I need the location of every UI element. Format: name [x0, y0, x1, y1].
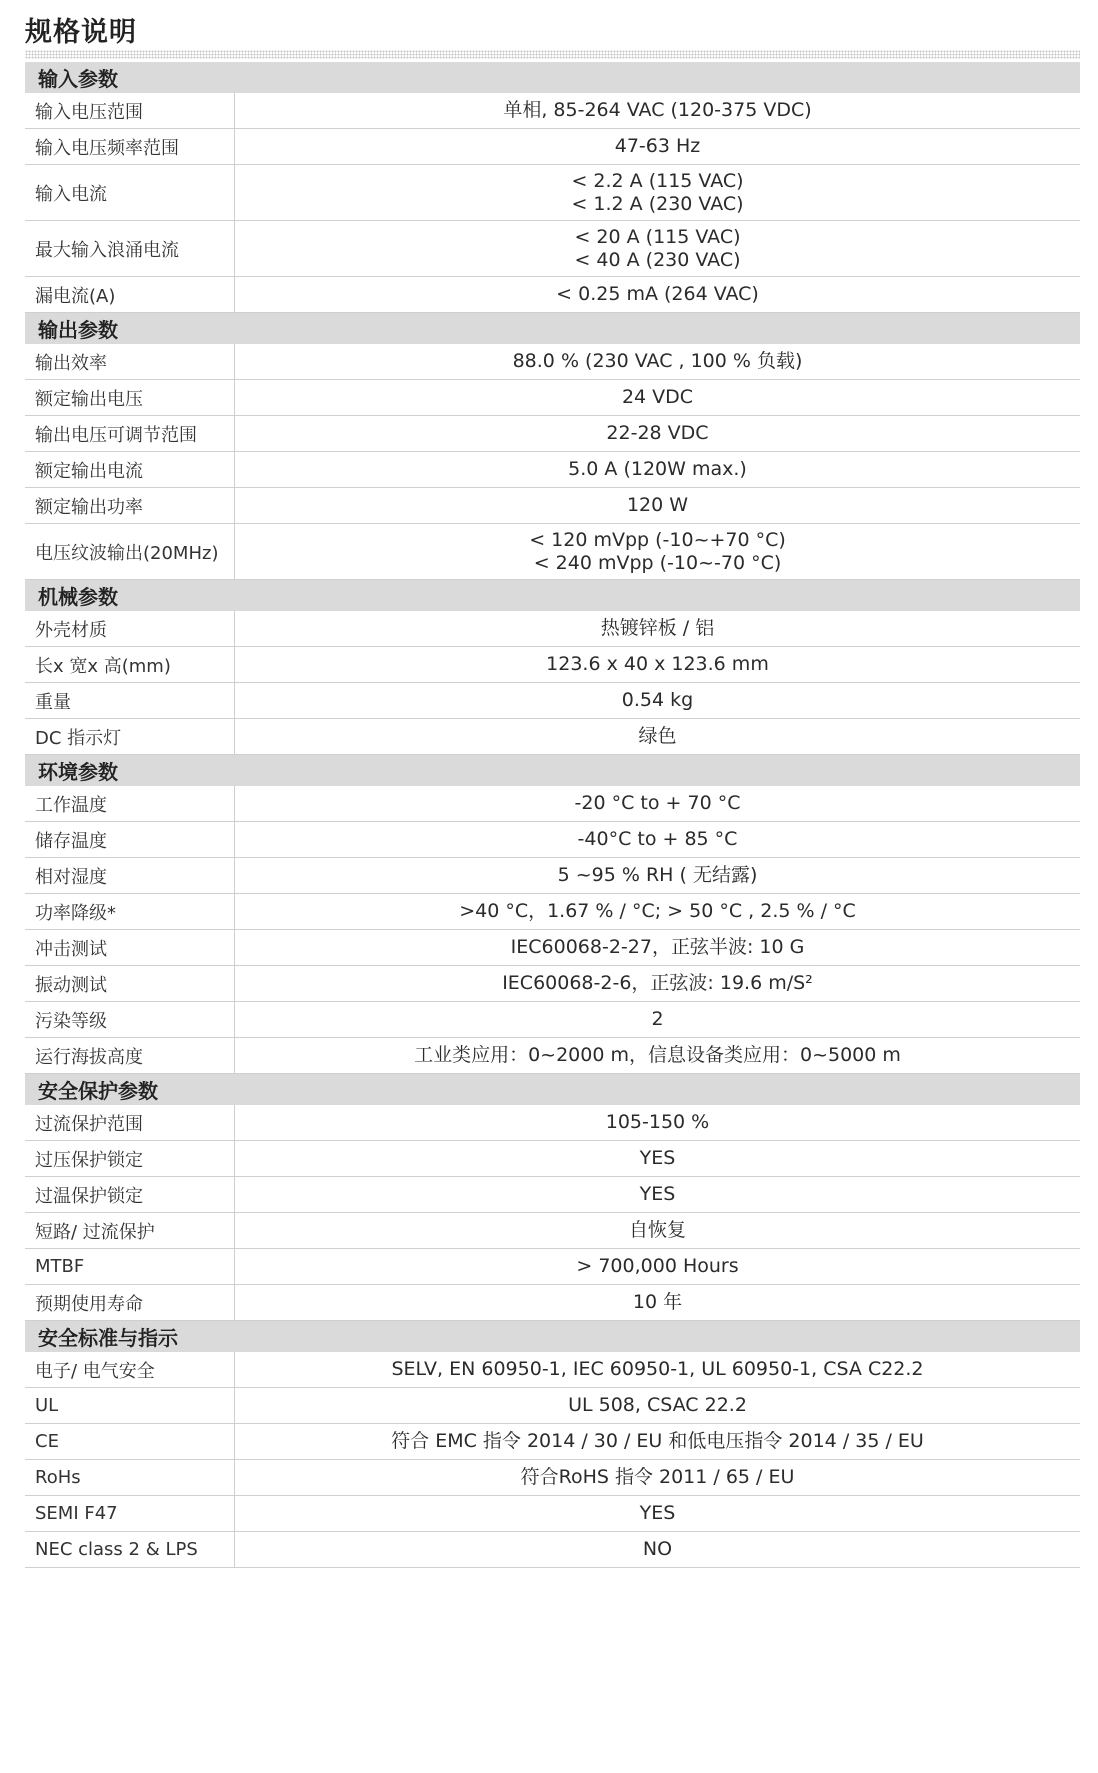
table-row — [25, 894, 1080, 930]
row-value — [235, 1388, 1080, 1423]
table-row — [25, 524, 1080, 580]
value-line: 自恢复 — [628, 1219, 686, 1241]
value-line: SELV, EN 60950-1, IEC 60950-1, UL 60950-1, CSA C22.2 — [391, 1358, 924, 1380]
row-value — [235, 1002, 1080, 1037]
value-line: 0.54 kg — [621, 689, 694, 711]
table-row — [25, 822, 1080, 858]
section-header: 环境参数 — [25, 755, 1080, 786]
row-label: 输入电压范围 — [25, 93, 235, 128]
value-line: 5.0 A (120W max.) — [568, 458, 747, 480]
row-value — [235, 719, 1080, 754]
row-value — [235, 1460, 1080, 1495]
row-label: 过流保护范围 — [25, 1105, 235, 1140]
row-value — [235, 344, 1080, 379]
row-value — [235, 1532, 1080, 1567]
row-label: 重量 — [25, 683, 235, 718]
row-value — [235, 1141, 1080, 1176]
table-row — [25, 344, 1080, 380]
row-value — [235, 1177, 1080, 1212]
table-row — [25, 1460, 1080, 1496]
row-value — [235, 416, 1080, 451]
row-value — [235, 966, 1080, 1001]
value-line: < 1.2 A (230 VAC) — [571, 192, 744, 215]
value-line: 工业类应用：0~2000 m，信息设备类应用：0~5000 m — [414, 1044, 901, 1066]
table-row — [25, 277, 1080, 313]
value-line: YES — [639, 1502, 676, 1524]
value-line: UL 508, CSAC 22.2 — [568, 1394, 747, 1416]
row-value — [235, 488, 1080, 523]
row-label: 功率降级* — [25, 894, 235, 929]
page-title: 规格说明 — [25, 17, 137, 48]
value-line: > 700,000 Hours — [576, 1255, 739, 1277]
value-line: 符合 EMC 指令 2014 / 30 / EU 和低电压指令 2014 / 35 / EU — [391, 1430, 924, 1452]
table-row — [25, 858, 1080, 894]
value-line: 热镀锌板 / 铝 — [600, 617, 715, 639]
table-row — [25, 1496, 1080, 1532]
row-value — [235, 452, 1080, 487]
section-header: 输出参数 — [25, 313, 1080, 344]
value-line: -20 °C to + 70 °C — [574, 792, 741, 814]
value-line: 24 VDC — [621, 386, 694, 408]
table-row — [25, 1352, 1080, 1388]
table-row — [25, 488, 1080, 524]
row-label: SEMI F47 — [25, 1496, 235, 1531]
row-label: 输出电压可调节范围 — [25, 416, 235, 451]
row-value — [235, 1105, 1080, 1140]
row-label: 工作温度 — [25, 786, 235, 821]
table-row — [25, 452, 1080, 488]
row-label: 额定输出功率 — [25, 488, 235, 523]
row-label: 输入电压频率范围 — [25, 129, 235, 164]
value-line: 单相, 85-264 VAC (120-375 VDC) — [503, 99, 812, 121]
title-dotted-divider — [25, 50, 1080, 59]
row-label: 输出效率 — [25, 344, 235, 379]
table-row — [25, 1105, 1080, 1141]
section-header: 机械参数 — [25, 580, 1080, 611]
row-label: RoHs — [25, 1460, 235, 1495]
row-label: 漏电流(A) — [25, 277, 235, 312]
row-label: UL — [25, 1388, 235, 1423]
row-value — [235, 1213, 1080, 1248]
spec-table — [25, 62, 1080, 1568]
table-row — [25, 786, 1080, 822]
value-line: 47-63 Hz — [614, 135, 701, 157]
value-line: < 2.2 A (115 VAC) — [571, 169, 744, 192]
row-value — [235, 894, 1080, 929]
table-row — [25, 1038, 1080, 1074]
table-row — [25, 165, 1080, 221]
row-value — [235, 930, 1080, 965]
row-value — [235, 1496, 1080, 1531]
value-line: IEC60068-2-6，正弦波: 19.6 m/S² — [502, 972, 813, 994]
row-label: CE — [25, 1424, 235, 1459]
row-value — [235, 380, 1080, 415]
table-row — [25, 1424, 1080, 1460]
table-row — [25, 719, 1080, 755]
value-line: < 40 A (230 VAC) — [574, 248, 741, 271]
row-value — [235, 647, 1080, 682]
value-line: 120 W — [626, 494, 689, 516]
row-value — [235, 611, 1080, 646]
row-label: 过温保护锁定 — [25, 1177, 235, 1212]
row-label: 储存温度 — [25, 822, 235, 857]
row-value — [235, 1038, 1080, 1073]
section-header: 安全标准与指示 — [25, 1321, 1080, 1352]
row-label: 额定输出电压 — [25, 380, 235, 415]
row-value — [235, 524, 1080, 579]
table-row — [25, 380, 1080, 416]
row-value — [235, 1249, 1080, 1284]
row-value — [235, 822, 1080, 857]
row-label: 电压纹波输出(20MHz) — [25, 524, 235, 579]
table-row — [25, 1285, 1080, 1321]
row-value — [235, 786, 1080, 821]
value-line: 10 年 — [632, 1291, 683, 1313]
value-line: YES — [639, 1183, 676, 1205]
value-line: 88.0 % (230 VAC , 100 % 负载) — [512, 350, 803, 372]
row-value — [235, 1352, 1080, 1387]
section-header: 安全保护参数 — [25, 1074, 1080, 1105]
row-value — [235, 277, 1080, 312]
row-label: 冲击测试 — [25, 930, 235, 965]
value-line: 22-28 VDC — [606, 422, 709, 444]
value-line: < 20 A (115 VAC) — [574, 225, 741, 248]
value-line: 5 ~95 % RH ( 无结露) — [557, 864, 758, 886]
table-row — [25, 221, 1080, 277]
row-value — [235, 858, 1080, 893]
table-row — [25, 683, 1080, 719]
row-label: 额定输出电流 — [25, 452, 235, 487]
value-line: < 120 mVpp (-10~+70 °C) — [529, 528, 786, 551]
table-row — [25, 1249, 1080, 1285]
row-label: 输入电流 — [25, 165, 235, 220]
row-label: 最大输入浪涌电流 — [25, 221, 235, 276]
row-label: MTBF — [25, 1249, 235, 1284]
value-line: >40 °C，1.67 % / °C; > 50 °C , 2.5 % / °C — [459, 900, 856, 922]
value-line: 2 — [651, 1008, 664, 1030]
row-value — [235, 1285, 1080, 1320]
row-label: 过压保护锁定 — [25, 1141, 235, 1176]
row-label: 外壳材质 — [25, 611, 235, 646]
value-line: 符合RoHS 指令 2011 / 65 / EU — [520, 1466, 795, 1488]
table-row — [25, 1177, 1080, 1213]
row-label: 电子/ 电气安全 — [25, 1352, 235, 1387]
table-row — [25, 1388, 1080, 1424]
value-line: < 0.25 mA (264 VAC) — [556, 283, 759, 305]
row-label: DC 指示灯 — [25, 719, 235, 754]
row-value — [235, 93, 1080, 128]
row-value — [235, 1424, 1080, 1459]
table-row — [25, 966, 1080, 1002]
value-line: 123.6 x 40 x 123.6 mm — [546, 653, 769, 675]
table-row — [25, 1002, 1080, 1038]
row-label: 预期使用寿命 — [25, 1285, 235, 1320]
value-line: IEC60068-2-27，正弦半波: 10 G — [510, 936, 805, 958]
row-label: 相对湿度 — [25, 858, 235, 893]
row-label: NEC class 2 & LPS — [25, 1532, 235, 1567]
row-label: 长x 宽x 高(mm) — [25, 647, 235, 682]
table-row — [25, 1532, 1080, 1568]
row-label: 污染等级 — [25, 1002, 235, 1037]
row-label: 运行海拔高度 — [25, 1038, 235, 1073]
value-line: 绿色 — [638, 725, 677, 747]
row-label: 振动测试 — [25, 966, 235, 1001]
table-row — [25, 129, 1080, 165]
value-line: -40°C to + 85 °C — [577, 828, 738, 850]
table-row — [25, 1141, 1080, 1177]
table-row — [25, 647, 1080, 683]
row-value — [235, 683, 1080, 718]
row-value — [235, 165, 1080, 220]
table-row — [25, 1213, 1080, 1249]
table-row — [25, 930, 1080, 966]
table-row — [25, 93, 1080, 129]
value-line: NO — [642, 1538, 673, 1560]
value-line: YES — [639, 1147, 676, 1169]
section-header: 输入参数 — [25, 62, 1080, 93]
table-row — [25, 416, 1080, 452]
row-value — [235, 221, 1080, 276]
value-line: < 240 mVpp (-10~-70 °C) — [533, 551, 782, 574]
row-label: 短路/ 过流保护 — [25, 1213, 235, 1248]
value-line: 105-150 % — [605, 1111, 710, 1133]
table-row — [25, 611, 1080, 647]
row-value — [235, 129, 1080, 164]
